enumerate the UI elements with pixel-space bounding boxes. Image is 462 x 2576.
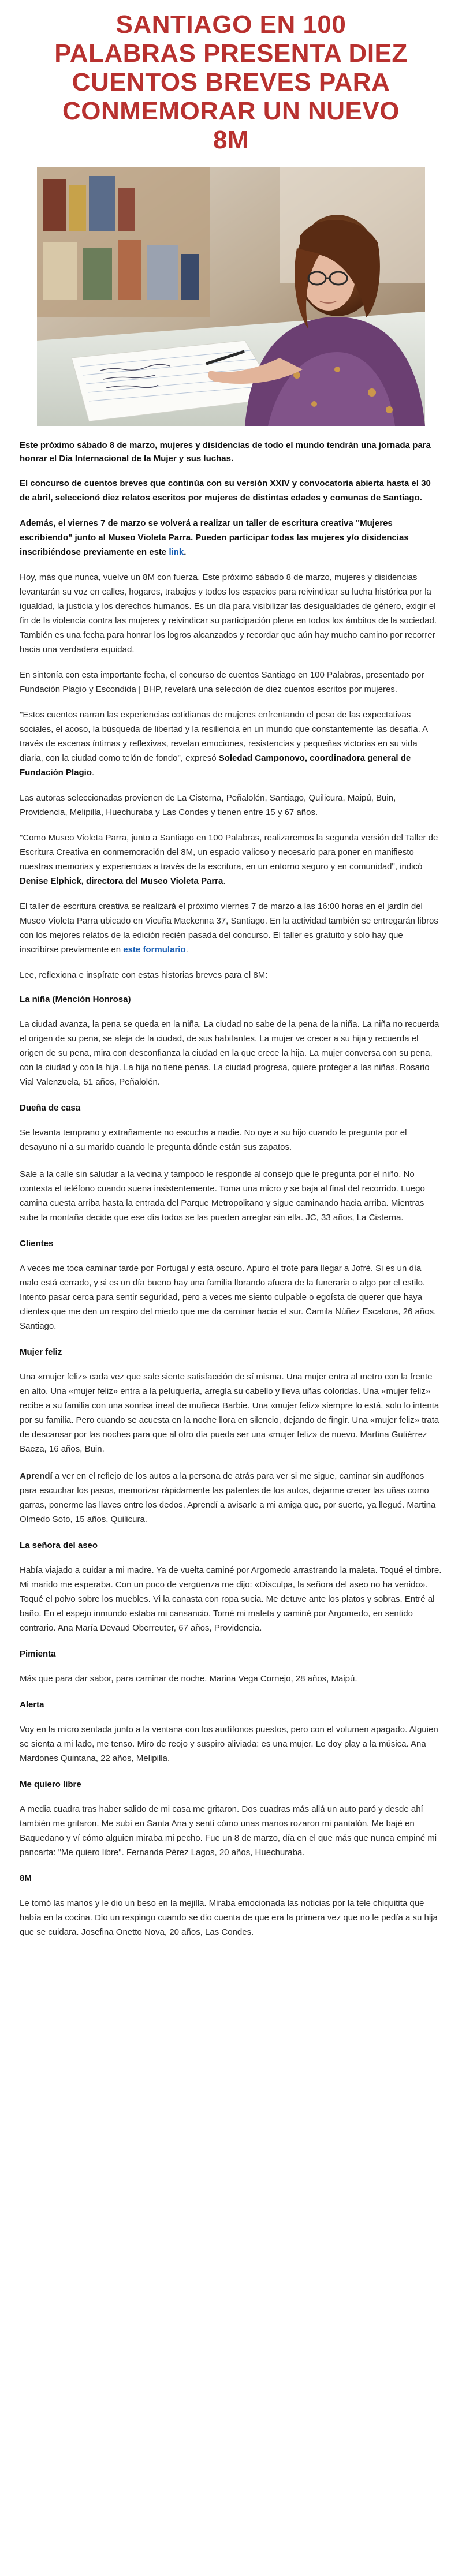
hero-image [37,167,425,426]
story-heading: Clientes [20,1239,54,1248]
story-lead-word: Aprendí [20,1471,53,1481]
article-title: SANTIAGO EN 100 PALABRAS PRESENTA DIEZ CUENTOS BREVES PARA CONMEMORAR UN NUEVO 8M [54,10,408,154]
story-body [20,1469,442,1527]
quote-elphick [20,831,442,888]
story-body: Más que para dar sabor, para caminar de noche. Marina Vega Cornejo, 28 años, Maipú. [20,1674,357,1684]
hero-image-wrap [20,167,442,426]
quote-text: "Estos cuentos narran las experiencias cotidianas de mujeres enfrentando el peso de las expectativas sociales, el acoso, la búsqueda de libertad y la resiliencia en un mundo que constantemente las desafía. A través de escenas íntimas y reflexivas, revelan emociones, resistencias y pequeñas victorias en su vida diaria, con la ciudad como telón de fondo", expresó [20,710,428,763]
paragraph-3: Las autoras seleccionadas provienen de La Cisterna, Peñalolén, Santiago, Quilicura, Maipú, Buin, Providencia, Melipilla, Huechuraba y Las Condes y tienen entre 15 y 67 años. [20,793,396,817]
intro-paragraph: El concurso de cuentos breves que continúa con su versión XXIV y convocatoria abierta hasta el 30 de abril, seleccionó diez relatos escritos por mujeres de distintas edades y comunas de Santiago. [20,478,431,503]
quote-text: "Como Museo Violeta Parra, junto a Santiago en 100 Palabras, realizaremos la segunda versión del Taller de Escritura Creativa en conmemoración del 8M, un espacio valioso y necesario para poner en manifiesto nuestras memorias y experiencias a través de la escritura, en un entorno seguro y en comunidad", indicó [20,833,438,872]
quote-end: . [223,876,226,886]
story-heading: La niña (Mención Honrosa) [20,994,131,1004]
paragraph-1: Hoy, más que nunca, vuelve un 8M con fuerza. Este próximo sábado 8 de marzo, mujeres y disidencias levantarán su voz en calles, hogares, trabajos y todos los espacios para reivindicar su lucha histórica por la igualdad, la justicia y los derechos humanos. Es un día para visibilizar las desigualdades de género, exigir el fin de la violencia contra las mujeres y reivindicar su participación plena en todos los ámbitos de la sociedad. También es una fecha para honrar los logros alcanzados y recordar que aún hay mucho camino por recorrer hacia una verdadera equidad. [20,573,437,655]
quote-author: Denise Elphick, directora del Museo Violeta Parra [20,876,223,886]
registration-link[interactable]: link [169,547,184,557]
story-heading: La señora del aseo [20,1541,98,1550]
quote-end: . [92,768,95,777]
story-body: Había viajado a cuidar a mi madre. Ya de vuelta caminé por Argomedo arrastrando la maleta. Toqué el timbre. Mi marido me esperaba. Con un poco de vergüenza me dijo: «Disculpa, la señora del aseo no ha venido». Toqué el polvo sobre los muebles. Vi la canasta con ropa sucia. Me detuve ante los platos y sobras. Entré al baño. En el espejo inmundo estaba mi cansancio. Tomé mi maleta y caminé por Argomedo, en sentido contrario. Ana María Devaud Oberreuter, 67 años, Providencia. [20,1565,442,1633]
story-body: Sale a la calle sin saludar a la vecina y tampoco le responde al consejo que le pregunta por el niño. No contesta el teléfono cuando suena insistentemente. Toma una micro y se baja al final del recorrido. Luego camina cuesta arriba hasta la entrada del Parque Metropolitano y sigue caminando hacia arriba. Mientras sube la montaña decide que ese día todos se las pueden arreglar sin ella. JC, 33 años, La Cisterna. [20,1169,425,1222]
story-heading: Dueña de casa [20,1103,81,1113]
story-body: Una «mujer feliz» cada vez que sale siente satisfacción de sí misma. Una mujer entra al metro con la frente en alto. Una «mujer feliz» entra a la peluquería, arregla su cabello y lleva uñas coloridas. Una «mujer feliz» recibe a su familia con una sonrisa irreal de muñeca Barbie. Una «mujer feliz» siempre lo está, solo lo intenta por su familia. Pero cuando se acuesta en la noche llora en silencio, dejando de fingir. Una «mujer feliz» trata de descansar por las noches para que al otro día pueda ser una «mujer feliz» de nuevo. Martina Gutiérrez Baeza, 16 años, Buin. [20,1372,439,1454]
story-body: Se levanta temprano y extrañamente no escucha a nadie. No oye a su hijo cuando le pregunta por el desayuno ni a su marido cuando le pregunta dónde están sus zapatos. [20,1128,407,1152]
workshop-text-end: . [184,547,187,557]
story-heading: Mujer feliz [20,1347,62,1357]
workshop-details-end: . [185,945,188,955]
quote-camponovo [20,708,442,780]
form-link[interactable]: este formulario [123,945,186,955]
story-body: A media cuadra tras haber salido de mi casa me gritaron. Dos cuadras más allá un auto paró y desde ahí también me gritaron. Me subí en Santa Ana y sentí cómo unas manos rozaron mi pantalón. Me bajé en Baquedano y ví cómo alguien miraba mi pecho. Fue un 8 de marzo, día en el que más que nunca empiné mi pancarta: "Me quiero libre". Fernanda Pérez Lagos, 20 años, Huechuraba. [20,1804,437,1857]
story-body: Voy en la micro sentada junto a la ventana con los audífonos puestos, pero con el volumen apagado. Alguien se sienta a mi lado, me tenso. Miro de reojo y suspiro aliviada: es una mujer. Le doy play a la música. Ana Mardones Quintana, 22 años, Melipilla. [20,1725,438,1763]
quote-author: Soledad Camponovo, coordinadora general de Fundación Plagio [20,753,411,777]
story-text: a ver en el reflejo de los autos a la persona de atrás para ver si me sigue, caminar sin audífonos para escuchar los pasos, memorizar rápidamente las patentes de los autos, dejarme crecer las uñas como garras, ponerme las llaves entre los dedos. Aprendí a avisarle a mi amiga que, por suerte, ya llegué. Martina Olmedo Soto, 15 años, Quilicura. [20,1471,436,1524]
paragraph-4 [20,899,442,957]
story-heading: Alerta [20,1700,44,1710]
story-heading: Me quiero libre [20,1779,81,1789]
story-heading: Pimienta [20,1649,56,1659]
paragraph-5: Lee, reflexiona e inspírate con estas historias breves para el 8M: [20,970,268,980]
workshop-text: Además, el viernes 7 de marzo se volverá a realizar un taller de escritura creativa "Mujeres escribiendo" junto al Museo Violeta Parra. Pueden participar todas las mujeres y/o disidencias inscribiéndose previamente en este [20,518,409,557]
article-lead: Este próximo sábado 8 de marzo, mujeres y disidencias de todo el mundo tendrán una jornada para honrar el Día Internacional de la Mujer y sus luchas. [20,440,431,463]
story-body: La ciudad avanza, la pena se queda en la niña. La ciudad no sabe de la pena de la niña. La niña no recuerda el origen de su pena, se aleja de la ciudad, de sus habitantes. La mujer ve crecer a su hija y recuerda el origen de su pena, mira con desconfianza la ciudad en la que crece la hija. La mujer conversa con su pena, con la ciudad y con la hija. La hija no tiene penas. La ciudad progresa, quiere proteger a las niñas. Rosario Vial Valenzuela, 51 años, Peñalolén. [20,1019,439,1087]
story-heading: 8M [20,1874,32,1883]
story-body: A veces me toca caminar tarde por Portugal y está oscuro. Apuro el trote para llegar a Jofré. Si es un día malo está cerrado, y si es un día bueno hay una familia llorando afuera de la funeraria o algo por el estilo. Intento pasar cerca para sentir seguridad, pero a veces me siento culpable o egoísta de querer que haya clientes que me den un respiro del miedo que me da caminar hacia el sur. Camila Núñez Escalona, 26 años, Santiago. [20,1263,437,1331]
workshop-paragraph [20,516,442,559]
workshop-details: El taller de escritura creativa se realizará el próximo viernes 7 de marzo a las 16:00 horas en el jardín del Museo Violeta Parra ubicado en Vicuña Mackenna 37, Santiago. En la actividad también se entregarán libros con los mejores relatos de la edición recién pasada del concurso. El taller es gratuito y solo hay que inscribirse previamente en [20,902,438,955]
paragraph-2: En sintonía con esta importante fecha, el concurso de cuentos Santiago en 100 Palabras, presentado por Fundación Plagio y Escondida | BHP, revelará una selección de diez cuentos escritos por mujeres. [20,670,424,694]
story-body: Le tomó las manos y le dio un beso en la mejilla. Miraba emocionada las noticias por la tele chiquitita que había en la cocina. Dio un respingo cuando se dio cuenta de que era la primera vez que no le pedía a su hija que se cuidara. Josefina Onetto Nova, 20 años, Las Condes. [20,1898,438,1937]
